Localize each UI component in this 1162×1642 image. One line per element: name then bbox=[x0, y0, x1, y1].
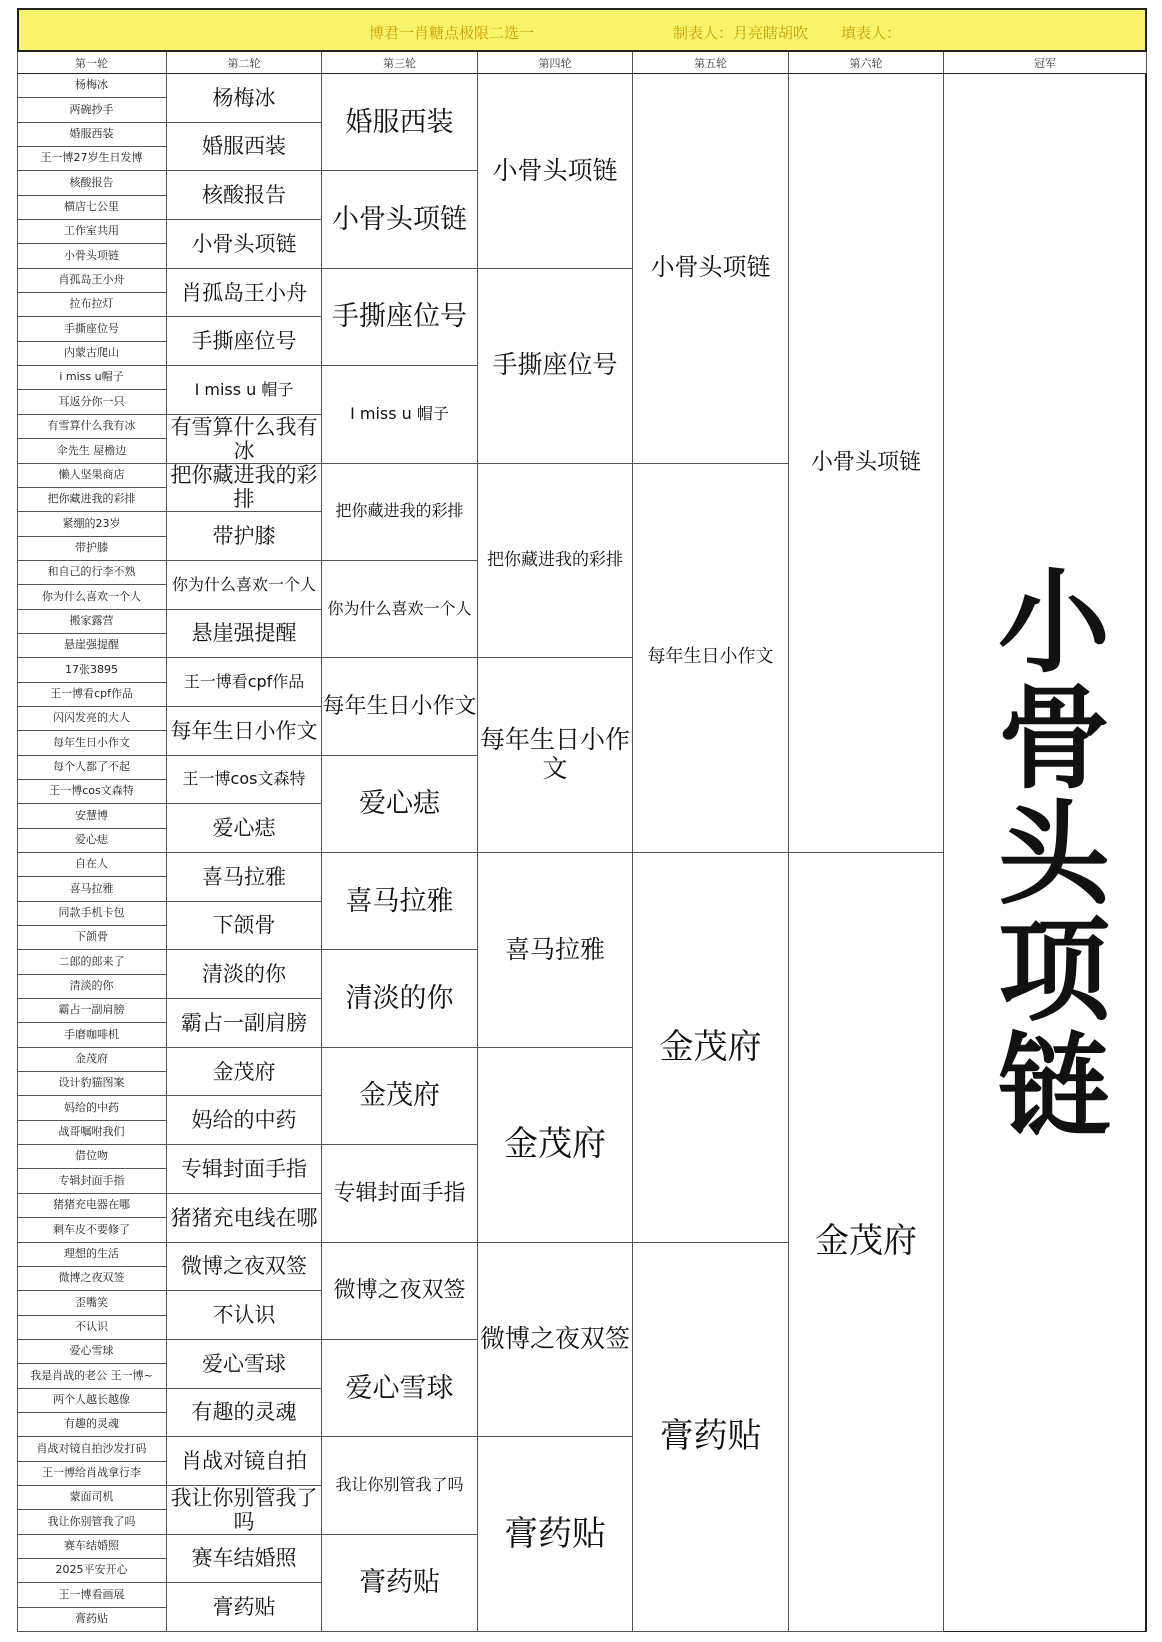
title-bar bbox=[17, 8, 1147, 52]
round1-cell-9: 肖孤岛王小舟 bbox=[17, 269, 167, 293]
round1-cell-64: 膏药贴 bbox=[17, 1608, 167, 1632]
round1-cell-36: 下颌骨 bbox=[17, 926, 167, 950]
round1-cell-3: 婚服西装 bbox=[17, 123, 167, 147]
round1-cell-41: 金茂府 bbox=[17, 1048, 167, 1072]
round1-cell-57: 肖战对镜自拍沙发打码 bbox=[17, 1437, 167, 1461]
round6-cell-1: 小骨头项链 bbox=[789, 74, 944, 853]
round1-cell-23: 搬家露营 bbox=[17, 610, 167, 634]
round1-cell-58: 王一博给肖战拿行李 bbox=[17, 1462, 167, 1486]
round1-cell-4: 王一博27岁生日发博 bbox=[17, 147, 167, 171]
round-header-3: 第三轮 bbox=[322, 52, 478, 74]
round4-cell-1: 小骨头项链 bbox=[478, 74, 633, 269]
round1-cell-53: 爱心雪球 bbox=[17, 1340, 167, 1364]
round1-cell-1: 杨梅冰 bbox=[17, 74, 167, 98]
round3-cell-9: 喜马拉雅 bbox=[322, 853, 478, 950]
round2-cell-24: 猪猪充电线在哪 bbox=[167, 1194, 322, 1243]
round1-cell-42: 设计豹猫图案 bbox=[17, 1072, 167, 1096]
round6-cell-2: 金茂府 bbox=[789, 853, 944, 1632]
round2-cell-30: 我让你别管我了吗 bbox=[167, 1486, 322, 1535]
round3-cell-6: 你为什么喜欢一个人 bbox=[322, 561, 478, 658]
round2-cell-4: 小骨头项链 bbox=[167, 220, 322, 269]
round2-cell-8: 有雪算什么我有冰 bbox=[167, 415, 322, 464]
round4-cell-7: 微博之夜双签 bbox=[478, 1243, 633, 1438]
round3-cell-13: 微博之夜双签 bbox=[322, 1243, 478, 1340]
round1-cell-31: 安慧博 bbox=[17, 804, 167, 828]
round2-cell-28: 有趣的灵魂 bbox=[167, 1389, 322, 1438]
round1-cell-55: 两个人越长越像 bbox=[17, 1389, 167, 1413]
round3-cell-2: 小骨头项链 bbox=[322, 171, 478, 268]
round1-cell-37: 二郎的郎来了 bbox=[17, 950, 167, 974]
round2-cell-27: 爱心雪球 bbox=[167, 1340, 322, 1389]
round2-cell-17: 喜马拉雅 bbox=[167, 853, 322, 902]
round2-cell-26: 不认识 bbox=[167, 1291, 322, 1340]
round5-cell-2: 每年生日小作文 bbox=[633, 464, 789, 854]
round2-cell-7: I miss u 帽子 bbox=[167, 366, 322, 415]
round3-cell-12: 专辑封面手指 bbox=[322, 1145, 478, 1242]
round4-cell-8: 膏药贴 bbox=[478, 1437, 633, 1632]
round1-cell-21: 和自己的行李不熟 bbox=[17, 561, 167, 585]
round4-cell-2: 手撕座位号 bbox=[478, 269, 633, 464]
round2-cell-31: 赛车结婚照 bbox=[167, 1535, 322, 1584]
round1-cell-45: 借位吻 bbox=[17, 1145, 167, 1169]
bracket-sheet bbox=[17, 8, 1147, 1632]
round1-cell-38: 清淡的你 bbox=[17, 975, 167, 999]
round1-cell-27: 闪闪发亮的大人 bbox=[17, 707, 167, 731]
round3-cell-11: 金茂府 bbox=[322, 1048, 478, 1145]
round2-cell-9: 把你藏进我的彩排 bbox=[167, 464, 322, 513]
round1-cell-34: 喜马拉雅 bbox=[17, 877, 167, 901]
round1-cell-56: 有趣的灵魂 bbox=[17, 1413, 167, 1437]
round2-cell-21: 金茂府 bbox=[167, 1048, 322, 1097]
round1-cell-17: 懒人坚果商店 bbox=[17, 464, 167, 488]
round2-cell-22: 妈给的中药 bbox=[167, 1096, 322, 1145]
round5-cell-4: 膏药贴 bbox=[633, 1243, 789, 1633]
round2-cell-16: 爱心痣 bbox=[167, 804, 322, 853]
maker-credit: 制表人：月亮瞎胡吹 bbox=[673, 24, 809, 42]
round-header-6: 第六轮 bbox=[789, 52, 944, 74]
round1-cell-62: 2025平安开心 bbox=[17, 1559, 167, 1583]
round3-cell-16: 膏药贴 bbox=[322, 1535, 478, 1632]
round1-cell-8: 小骨头项链 bbox=[17, 244, 167, 268]
round3-cell-10: 清淡的你 bbox=[322, 950, 478, 1047]
round2-cell-25: 微博之夜双签 bbox=[167, 1243, 322, 1292]
round1-cell-25: 17张3895 bbox=[17, 658, 167, 682]
round1-cell-11: 手撕座位号 bbox=[17, 317, 167, 341]
round2-cell-18: 下颌骨 bbox=[167, 902, 322, 951]
round1-cell-5: 核酸报告 bbox=[17, 171, 167, 195]
round1-cell-59: 蒙面司机 bbox=[17, 1486, 167, 1510]
round1-cell-30: 王一博cos文森特 bbox=[17, 780, 167, 804]
sheet-title: 博君一肖糖点极限二选一 bbox=[369, 24, 535, 42]
round1-cell-60: 我让你别管我了吗 bbox=[17, 1510, 167, 1534]
round-header-1: 第一轮 bbox=[17, 52, 167, 74]
round1-cell-33: 自在人 bbox=[17, 853, 167, 877]
round1-cell-48: 剩车皮不要修了 bbox=[17, 1218, 167, 1242]
round2-cell-23: 专辑封面手指 bbox=[167, 1145, 322, 1194]
round3-cell-1: 婚服西装 bbox=[322, 74, 478, 171]
round1-cell-39: 霸占一副肩膀 bbox=[17, 999, 167, 1023]
round4-cell-3: 把你藏进我的彩排 bbox=[478, 464, 633, 659]
round2-cell-11: 你为什么喜欢一个人 bbox=[167, 561, 322, 610]
round1-cell-12: 内蒙古爬山 bbox=[17, 342, 167, 366]
round3-cell-5: 把你藏进我的彩排 bbox=[322, 464, 478, 561]
round3-cell-3: 手撕座位号 bbox=[322, 269, 478, 366]
round2-cell-14: 每年生日小作文 bbox=[167, 707, 322, 756]
round1-cell-50: 微博之夜双签 bbox=[17, 1267, 167, 1291]
round5-cell-3: 金茂府 bbox=[633, 853, 789, 1243]
round4-cell-6: 金茂府 bbox=[478, 1048, 633, 1243]
round1-cell-20: 带护膝 bbox=[17, 537, 167, 561]
round2-cell-12: 悬崖强提醒 bbox=[167, 610, 322, 659]
round2-cell-32: 膏药贴 bbox=[167, 1583, 322, 1632]
round1-cell-52: 不认识 bbox=[17, 1316, 167, 1340]
round1-cell-46: 专辑封面手指 bbox=[17, 1169, 167, 1193]
round1-cell-28: 每年生日小作文 bbox=[17, 731, 167, 755]
round1-cell-47: 猪猪充电器在哪 bbox=[17, 1194, 167, 1218]
round1-cell-61: 赛车结婚照 bbox=[17, 1535, 167, 1559]
round1-cell-14: 耳返分你一只 bbox=[17, 390, 167, 414]
round2-cell-20: 霸占一副肩膀 bbox=[167, 999, 322, 1048]
round3-cell-7: 每年生日小作文 bbox=[322, 658, 478, 755]
round1-cell-18: 把你藏进我的彩排 bbox=[17, 488, 167, 512]
round1-cell-19: 紧绷的23岁 bbox=[17, 512, 167, 536]
round2-cell-6: 手撕座位号 bbox=[167, 317, 322, 366]
round1-cell-40: 手磨咖啡机 bbox=[17, 1023, 167, 1047]
round4-cell-4: 每年生日小作文 bbox=[478, 658, 633, 853]
round-header-2: 第二轮 bbox=[167, 52, 322, 74]
round2-cell-3: 核酸报告 bbox=[167, 171, 322, 220]
round2-cell-5: 肖孤岛王小舟 bbox=[167, 269, 322, 318]
round3-cell-15: 我让你别管我了吗 bbox=[322, 1437, 478, 1534]
round3-cell-4: I miss u 帽子 bbox=[322, 366, 478, 463]
round1-cell-2: 两碗抄手 bbox=[17, 98, 167, 122]
round2-cell-2: 婚服西装 bbox=[167, 123, 322, 172]
round2-cell-15: 王一博cos文森特 bbox=[167, 756, 322, 805]
round5-cell-1: 小骨头项链 bbox=[633, 74, 789, 464]
round4-cell-5: 喜马拉雅 bbox=[478, 853, 633, 1048]
round1-cell-22: 你为什么喜欢一个人 bbox=[17, 585, 167, 609]
filler-credit: 填表人： bbox=[841, 24, 902, 42]
round3-cell-14: 爱心雪球 bbox=[322, 1340, 478, 1437]
round1-cell-49: 理想的生活 bbox=[17, 1243, 167, 1267]
round3-cell-8: 爱心痣 bbox=[322, 756, 478, 853]
round1-cell-26: 王一博看cpf作品 bbox=[17, 683, 167, 707]
round2-cell-19: 清淡的你 bbox=[167, 950, 322, 999]
round1-cell-35: 同款手机卡包 bbox=[17, 902, 167, 926]
round1-cell-32: 爱心痣 bbox=[17, 829, 167, 853]
round1-cell-63: 王一博看画展 bbox=[17, 1583, 167, 1607]
round2-cell-1: 杨梅冰 bbox=[167, 74, 322, 123]
round-header-5: 第五轮 bbox=[633, 52, 789, 74]
round1-cell-7: 工作室共用 bbox=[17, 220, 167, 244]
round-header-7: 冠军 bbox=[944, 52, 1147, 74]
round1-cell-54: 我是肖战的老公 王一博~ bbox=[17, 1364, 167, 1388]
round1-cell-13: i miss u帽子 bbox=[17, 366, 167, 390]
round1-cell-43: 妈给的中药 bbox=[17, 1096, 167, 1120]
round1-cell-16: 伞先生 屋檐边 bbox=[17, 439, 167, 463]
round1-cell-29: 每个人都了不起 bbox=[17, 756, 167, 780]
round2-cell-10: 带护膝 bbox=[167, 512, 322, 561]
round1-cell-6: 横店七公里 bbox=[17, 196, 167, 220]
round-header-4: 第四轮 bbox=[478, 52, 633, 74]
round1-cell-51: 歪嘴笑 bbox=[17, 1291, 167, 1315]
round1-cell-10: 拉布拉灯 bbox=[17, 293, 167, 317]
round1-cell-15: 有雪算什么我有冰 bbox=[17, 415, 167, 439]
round2-cell-29: 肖战对镜自拍 bbox=[167, 1437, 322, 1486]
champion-cell: 小骨头项链 bbox=[944, 74, 1147, 1632]
round2-cell-13: 王一博看cpf作品 bbox=[167, 658, 322, 707]
round1-cell-24: 悬崖强提醒 bbox=[17, 634, 167, 658]
round1-cell-44: 战哥嘱咐我们 bbox=[17, 1121, 167, 1145]
